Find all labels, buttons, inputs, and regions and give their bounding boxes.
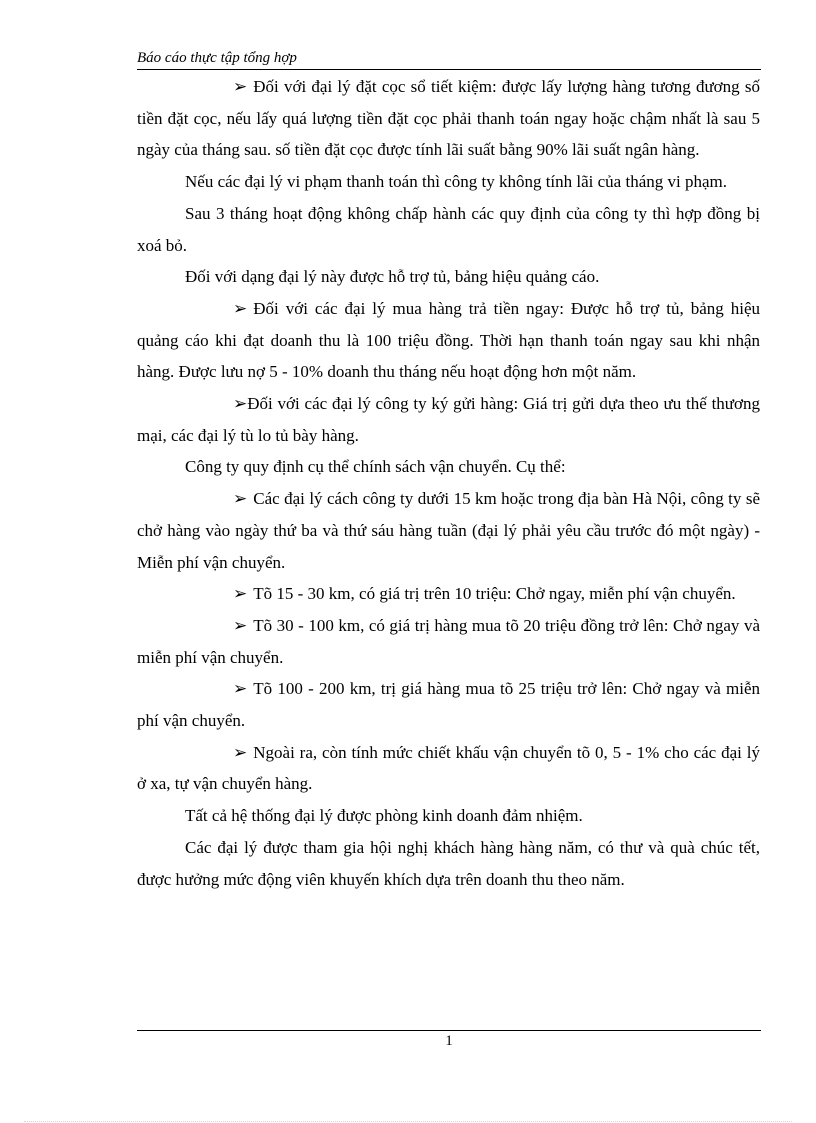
paragraph-bullet bbox=[137, 610, 760, 673]
paragraph-text: Đối với các đại lý mua hàng trả tiền ngay: Được hỗ trợ tủ, bảng hiệu quảng cáo khi đạt doanh thu là 100 triệu đồng. Thời hạn thanh toán ngay sau khi nhận hàng. Được lưu nợ 5 - 10% doanh thu tháng nếu hoạt động hơn một năm. bbox=[137, 298, 760, 382]
triangle-arrow-right-icon: ➢ bbox=[233, 742, 248, 762]
triangle-arrow-right-icon: ➢ bbox=[233, 584, 248, 604]
paragraph-bullet bbox=[137, 483, 760, 578]
paragraph-text: Tõ 30 - 100 km, có giá trị hàng mua tõ 20 triệu đồng trở lên: Chở ngay và miễn phí vận chuyển. bbox=[137, 615, 760, 667]
paragraph-bullet bbox=[137, 388, 760, 451]
document-body bbox=[137, 71, 760, 895]
page-number: 1 bbox=[445, 1033, 453, 1049]
triangle-arrow-right-icon: ➢ bbox=[233, 77, 248, 96]
triangle-arrow-right-icon: ➢ bbox=[233, 679, 248, 699]
paragraph-bullet bbox=[137, 737, 760, 800]
paragraph: Nếu các đại lý vi phạm thanh toán thì công ty không tính lãi của tháng vi phạm. bbox=[185, 172, 727, 192]
paragraph-text: Tõ 100 - 200 km, trị giá hàng mua tõ 25 triệu trở lên: Chở ngay và miễn phí vận chuyển. bbox=[137, 679, 760, 731]
paragraph: Các đại lý được tham gia hội nghị khách hàng hàng năm, có thư và quà chúc tết, được hưởng mức động viên khuyến khích dựa trên doanh thu theo năm. bbox=[137, 837, 760, 889]
paragraph: Đối với dạng đại lý này được hỗ trợ tủ, bảng hiệu quảng cáo. bbox=[185, 267, 600, 287]
running-header bbox=[137, 48, 761, 70]
paragraph-bullet bbox=[137, 578, 760, 610]
triangle-arrow-right-icon: ➢ bbox=[233, 489, 248, 509]
triangle-arrow-right-icon: ➢ bbox=[233, 298, 248, 318]
triangle-arrow-right-icon: ➢ bbox=[233, 394, 248, 414]
paragraph-bullet bbox=[137, 71, 760, 166]
paragraph-text: Ngoài ra, còn tính mức chiết khấu vận chuyển tõ 0, 5 - 1% cho các đại lý ở xa, tự vận chuyển hàng. bbox=[137, 742, 760, 794]
paragraph-bullet bbox=[137, 293, 760, 388]
header-title: Báo cáo thực tập tổng hợp bbox=[137, 50, 297, 66]
paragraph: Công ty quy định cụ thể chính sách vận chuyển. Cụ thể: bbox=[185, 457, 566, 477]
paragraph-text: Đối với đại lý đặt cọc sổ tiết kiệm: được lấy lượng hàng tương đương số tiền đặt cọc, nếu lấy quá lượng tiền đặt cọc phải thanh toán ngay hoặc chậm nhất là sau 5 ngày của tháng sau. số tiền đặt cọc được tính lãi suất bằng 90% lãi suất ngân hàng. bbox=[137, 77, 760, 160]
page-edge-dotted-line bbox=[24, 1121, 792, 1122]
paragraph-text: Các đại lý cách công ty dưới 15 km hoặc trong địa bàn Hà Nội, công ty sẽ chở hàng vào ngày thứ ba và thứ sáu hàng tuần (đại lý phải yêu cầu trước đó một ngày) - Miễn phí vận chuyển. bbox=[137, 489, 760, 572]
paragraph-text: Tõ 15 - 30 km, có giá trị trên 10 triệu: Chở ngay, miễn phí vận chuyển. bbox=[253, 584, 736, 604]
paragraph: Sau 3 tháng hoạt động không chấp hành các quy định của công ty thì hợp đồng bị xoá bỏ. bbox=[137, 203, 760, 255]
paragraph-text: Đối với các đại lý công ty ký gửi hàng: Giá trị gửi dựa theo ưu thế thương mại, các đại lý tù lo tủ bày hàng. bbox=[137, 394, 760, 445]
footer-divider bbox=[137, 1030, 761, 1031]
triangle-arrow-right-icon: ➢ bbox=[233, 615, 248, 635]
paragraph-bullet bbox=[137, 673, 760, 736]
paragraph: Tất cả hệ thống đại lý được phòng kinh doanh đảm nhiệm. bbox=[185, 806, 583, 826]
